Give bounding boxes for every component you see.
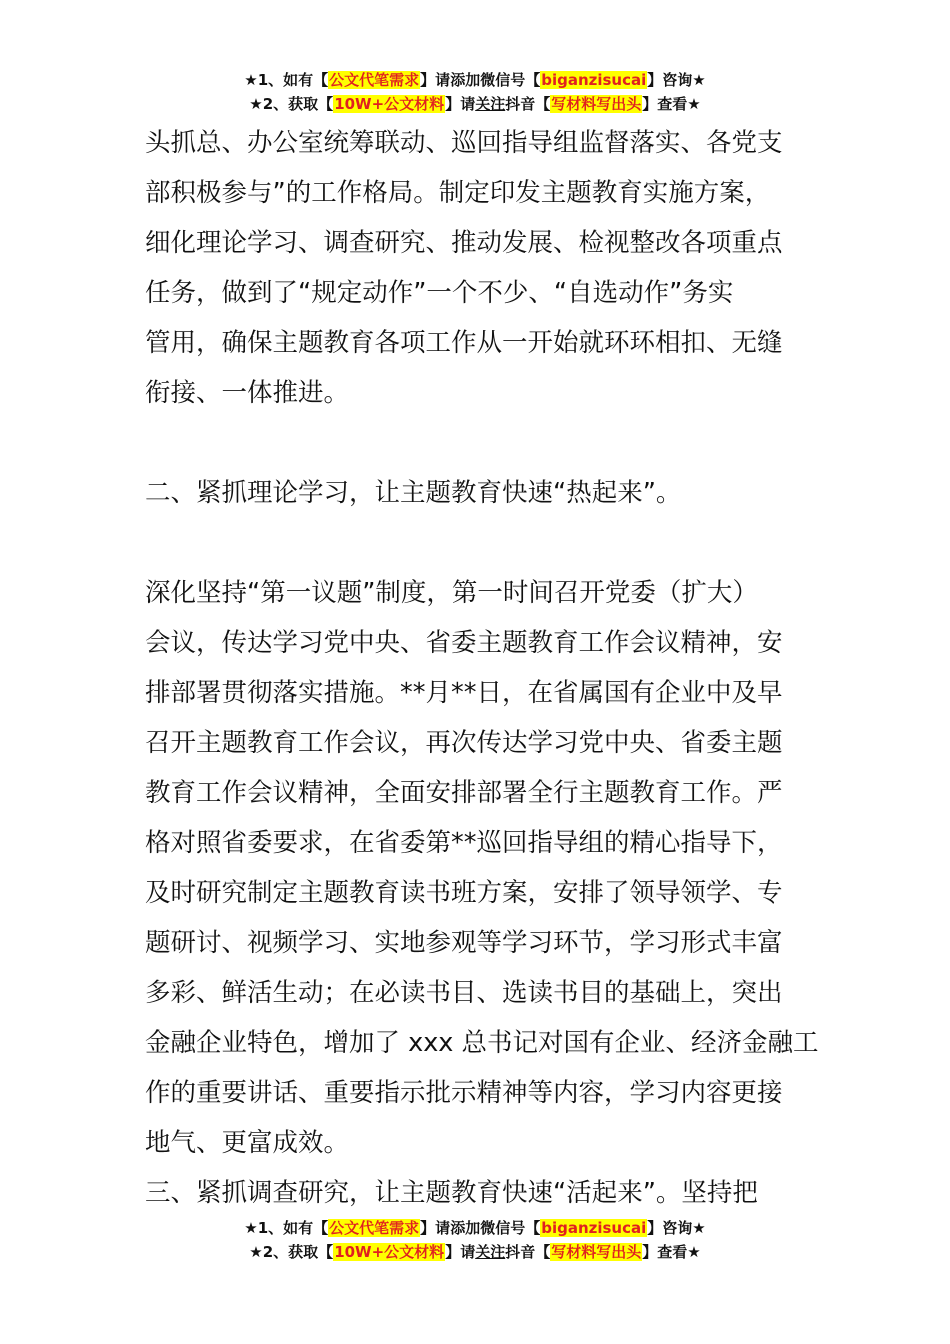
promo-line-1-mid2: 微信号【 [480, 71, 541, 89]
body-line: 衔接、一体推进。 [145, 378, 350, 408]
promo-highlight-douyin: 写材料写出头 [551, 1243, 642, 1261]
footer-promo-banner [0, 1216, 950, 1264]
promo-highlight-wechat-id: biganzisucai [541, 71, 647, 89]
promo-line-2-emphasis: 关注 [475, 1243, 506, 1261]
body-line: 多彩、鲜活生动；在必读书目、选读书目的基础上，突出 [145, 978, 783, 1008]
body-line: 格对照省委要求，在省委第**巡回指导组的精心指导下， [145, 828, 783, 858]
promo-line-2-mid2: 抖音【 [505, 1243, 551, 1261]
promo-line-2-prefix: ★2、获取【 [249, 95, 334, 113]
section-heading-2: 二、紧抓理论学习，让主题教育快速“热起来”。 [145, 478, 682, 508]
promo-line-1-prefix: ★1、如有【 [244, 71, 329, 89]
body-line: 教育工作会议精神，全面安排部署全行主题教育工作。严 [145, 778, 783, 808]
paragraph-spacer [145, 518, 810, 568]
promo-line-2 [0, 92, 950, 116]
promo-line-1-mid2: 微信号【 [480, 1219, 541, 1237]
promo-highlight-service: 公文代笔需求 [329, 71, 420, 89]
promo-line-1-mid: 】请 [420, 1219, 451, 1237]
promo-line-2-suffix: 】查看★ [642, 95, 701, 113]
promo-line-1-emphasis: 添加 [450, 71, 481, 89]
promo-highlight-materials: 10W+公文材料 [334, 95, 445, 113]
promo-line-1 [0, 1216, 950, 1240]
section-heading-3: 三、紧抓调查研究，让主题教育快速“活起来”。坚持把 [145, 1178, 758, 1208]
body-line: 金融企业特色，增加了 xxx 总书记对国有企业、经济金融工 [145, 1028, 819, 1058]
promo-line-2-emphasis: 关注 [475, 95, 506, 113]
promo-highlight-materials: 10W+公文材料 [334, 1243, 445, 1261]
body-line: 召开主题教育工作会议，再次传达学习党中央、省委主题 [145, 728, 783, 758]
promo-highlight-service: 公文代笔需求 [329, 1219, 420, 1237]
paragraph-spacer [145, 418, 810, 468]
header-promo-banner [0, 68, 950, 116]
promo-line-1-suffix: 】咨询★ [647, 71, 706, 89]
promo-highlight-douyin: 写材料写出头 [551, 95, 642, 113]
promo-line-1-emphasis: 添加 [450, 1219, 481, 1237]
body-line: 排部署贯彻落实措施。**月**日，在省属国有企业中及早 [145, 678, 783, 708]
document-body [145, 118, 819, 1218]
body-line: 部积极参与”的工作格局。制定印发主题教育实施方案， [145, 178, 771, 208]
promo-line-2-mid2: 抖音【 [505, 95, 551, 113]
body-line: 作的重要讲话、重要指示批示精神等内容，学习内容更接 [145, 1078, 783, 1108]
body-line: 及时研究制定主题教育读书班方案，安排了领导领学、专 [145, 878, 783, 908]
body-line: 会议，传达学习党中央、省委主题教育工作会议精神，安 [145, 628, 783, 658]
promo-line-1-prefix: ★1、如有【 [244, 1219, 329, 1237]
promo-line-2 [0, 1240, 950, 1264]
body-line: 管用，确保主题教育各项工作从一开始就环环相扣、无缝 [145, 328, 783, 358]
body-line: 深化坚持“第一议题”制度，第一时间召开党委（扩大） [145, 578, 758, 608]
promo-line-1 [0, 68, 950, 92]
promo-highlight-wechat-id: biganzisucai [541, 1219, 647, 1237]
body-line: 任务，做到了“规定动作”一个不少、“自选动作”务实 [145, 278, 734, 308]
body-line: 题研讨、视频学习、实地参观等学习环节，学习形式丰富 [145, 928, 783, 958]
promo-line-2-suffix: 】查看★ [642, 1243, 701, 1261]
body-line: 地气、更富成效。 [145, 1128, 350, 1158]
promo-line-2-prefix: ★2、获取【 [249, 1243, 334, 1261]
promo-line-2-mid: 】请 [445, 95, 476, 113]
promo-line-1-mid: 】请 [420, 71, 451, 89]
body-line: 头抓总、办公室统筹联动、巡回指导组监督落实、各党支 [145, 128, 783, 158]
body-line: 细化理论学习、调查研究、推动发展、检视整改各项重点 [145, 228, 783, 258]
promo-line-2-mid: 】请 [445, 1243, 476, 1261]
promo-line-1-suffix: 】咨询★ [647, 1219, 706, 1237]
